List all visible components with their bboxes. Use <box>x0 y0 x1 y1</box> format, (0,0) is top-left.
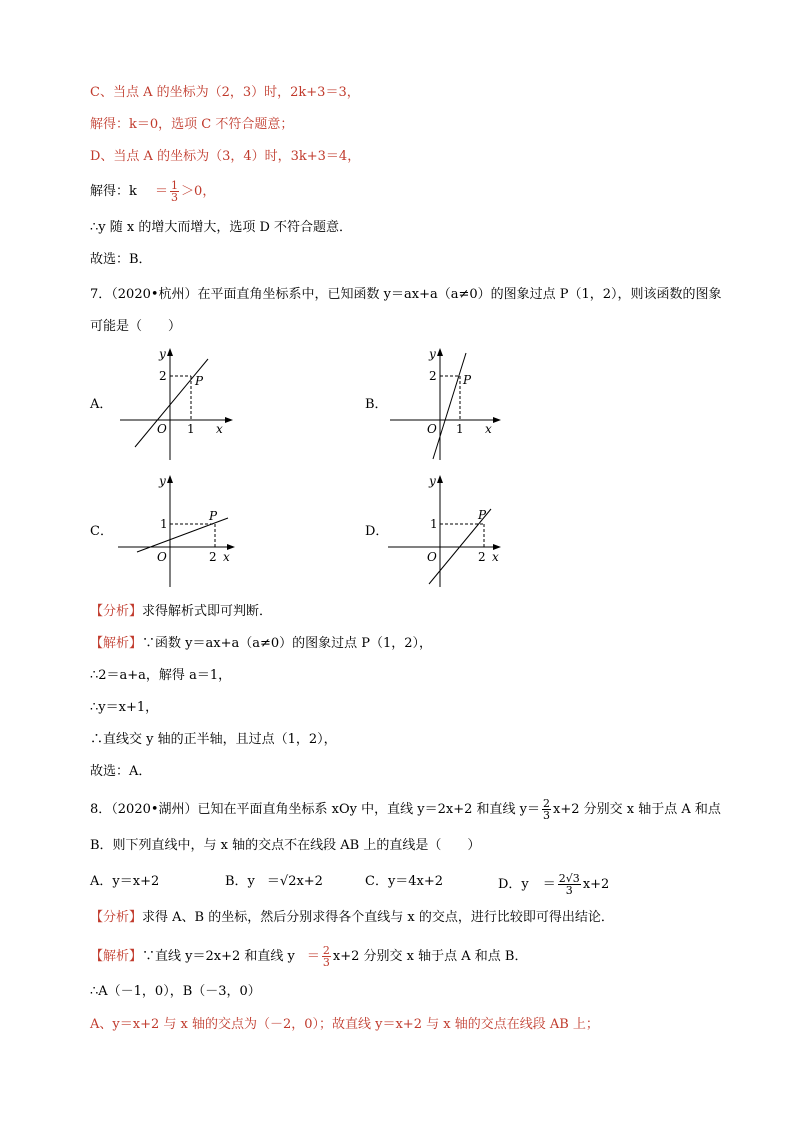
q8-stem-line1-b: x+2 分别交 x 轴于点 A 和点 <box>552 802 721 817</box>
q8-option-d-prefix: D．y <box>498 877 529 892</box>
q8-solution-frac-den: 3 <box>322 956 330 969</box>
function-line <box>135 359 208 447</box>
q8-analysis <box>90 909 614 927</box>
q6-d-frac-den: 3 <box>171 191 179 204</box>
y-axis-label: y <box>429 474 436 488</box>
q6-c-case: C、当点 A 的坐标为（2，3）时，2k+3＝3， <box>90 85 360 100</box>
point-label: P <box>463 373 472 387</box>
origin-label: O <box>157 550 167 564</box>
q8-solution-frac-num: 2 <box>322 944 330 957</box>
q8-solution-fraction <box>322 945 331 968</box>
x-axis-label: x <box>223 550 230 564</box>
q7-option-b-label: B． <box>365 397 388 412</box>
point-label: P <box>195 374 204 388</box>
q8-solution-tag: 【解析】 <box>90 949 143 964</box>
q6-answer: 故选：B． <box>90 252 152 267</box>
x-tick-label: 1 <box>456 422 464 436</box>
q8-option-d-frac-num: 2√3 <box>558 872 580 885</box>
function-line <box>433 353 466 459</box>
q8-option-a: A．y＝x+2 <box>90 874 160 889</box>
x-tick-label: 2 <box>478 550 486 564</box>
q7-graph-a <box>115 345 240 463</box>
q8-stem-line2: B．则下列直线中，与 x 轴的交点不在线段 AB 上的直线是（ ） <box>90 838 481 853</box>
y-tick-label: 2 <box>429 369 437 383</box>
q8-option-b-prefix: B．y <box>225 874 255 889</box>
x-axis-arrow-icon <box>493 417 501 423</box>
q8-stem-line1-a: 8．（2020•湖州）已知在平面直角坐标系 xOy 中，直线 y＝2x+2 和直线 y＝ <box>90 802 540 817</box>
q7-stem-line2: 可能是（ ） <box>90 319 182 334</box>
q8-solution-2: ∴A（－1，0），B（－3，0） <box>90 984 261 999</box>
q8-analysis-text: 求得 A、B 的坐标，然后分别求得各个直线与 x 的交点，进行比较即可得出结论． <box>142 910 614 925</box>
q6-d-solve-prefix: 解得：k <box>90 184 137 199</box>
q7-option-a-label: A． <box>90 397 113 412</box>
q8-option-d <box>498 873 609 896</box>
y-axis-arrow-icon <box>437 348 443 356</box>
origin-label: O <box>427 422 437 436</box>
q8-analysis-tag: 【分析】 <box>90 910 143 925</box>
y-axis-label: y <box>429 347 436 361</box>
q7-graph-c <box>115 472 240 590</box>
q7-solution-4: ∴直线交 y 轴的正半轴，且过点（1，2）， <box>90 732 337 747</box>
q8-stem-frac-num: 2 <box>542 797 550 810</box>
q8-option-c: C．y＝4x+2 <box>365 874 444 889</box>
y-axis-arrow-icon <box>167 348 173 356</box>
q8-solution-1b: x+2 分别交 x 轴于点 A 和点 B． <box>332 949 528 964</box>
q7-graph-b <box>385 345 510 463</box>
y-tick-label: 1 <box>160 517 168 531</box>
q6-d-solve <box>90 180 215 203</box>
q8-stem-fraction <box>542 798 551 821</box>
q6-d-solve-suffix: ＞0， <box>181 184 216 199</box>
x-axis-label: x <box>216 422 223 436</box>
q7-option-c-label: C． <box>90 524 113 539</box>
q6-c-solve-text: 解得：k＝0，选项 C 不符合题意； <box>90 117 294 132</box>
q7-stem-line1: 7．（2020•杭州）在平面直角坐标系中，已知函数 y＝ax+a（a≠0）的图象过点 P（1，2），则该函数的图象 <box>90 287 722 302</box>
q8-option-d-eq: ＝ <box>542 877 556 892</box>
y-tick-label: 1 <box>430 517 438 531</box>
x-axis-label: x <box>492 550 499 564</box>
origin-label: O <box>157 422 167 436</box>
q6-d-frac-num: 1 <box>171 179 179 192</box>
point-label: P <box>209 509 218 523</box>
q7-graph-d <box>385 472 510 590</box>
x-tick-label: 2 <box>209 550 217 564</box>
q7-solution-1-text: ∵函数 y＝ax+a（a≠0）的图象过点 P（1，2）， <box>142 636 433 651</box>
q8-option-d-fraction <box>558 873 581 896</box>
q8-option-b <box>225 873 323 891</box>
q8-option-b-body: ＝√2x+2 <box>266 874 323 889</box>
origin-label: O <box>427 550 437 564</box>
q8-option-d-suffix: x+2 <box>582 877 610 892</box>
q7-analysis-tag: 【分析】 <box>90 604 143 619</box>
x-axis-label: x <box>485 422 492 436</box>
point-label: P <box>478 508 487 522</box>
q8-solution-1 <box>90 945 527 968</box>
y-axis-label: y <box>159 474 166 488</box>
q8-stem-line1 <box>90 798 721 821</box>
q6-d-fraction <box>170 180 179 203</box>
q6-c-solve <box>90 116 293 134</box>
q8-solution-1a: ∵直线 y＝2x+2 和直线 y <box>142 949 295 964</box>
x-tick-label: 1 <box>187 422 195 436</box>
y-axis-arrow-icon <box>437 475 443 483</box>
x-axis-arrow-icon <box>225 417 233 423</box>
q6-d-solve-eq: ＝ <box>155 184 169 199</box>
q8-stem-frac-den: 3 <box>542 809 550 822</box>
q8-solution-3: A、y＝x+2 与 x 轴的交点为（－2，0）；故直线 y＝x+2 与 x 轴的交点在线段 AB 上； <box>90 1017 599 1032</box>
q7-answer: 故选：A． <box>90 764 152 779</box>
q7-analysis <box>90 603 272 621</box>
q7-solution-2: ∴2＝a+a，解得 a＝1， <box>90 668 232 683</box>
q7-analysis-text: 求得解析式即可判断． <box>142 604 273 619</box>
q6-d-case: D、当点 A 的坐标为（3，4）时，3k+3＝4， <box>90 149 361 164</box>
q7-solution-3: ∴y＝x+1， <box>90 700 159 715</box>
q7-option-d-label: D． <box>365 524 389 539</box>
y-axis-arrow-icon <box>167 475 173 483</box>
q7-solution-1 <box>90 635 432 653</box>
y-tick-label: 2 <box>159 369 167 383</box>
q6-d-conclusion: ∴y 随 x 的增大而增大，选项 D 不符合题意． <box>90 220 353 235</box>
q8-option-d-frac-den: 3 <box>565 884 573 897</box>
q8-solution-1-eq: ＝ <box>306 949 320 964</box>
q7-solution-tag: 【解析】 <box>90 636 143 651</box>
y-axis-label: y <box>159 347 166 361</box>
